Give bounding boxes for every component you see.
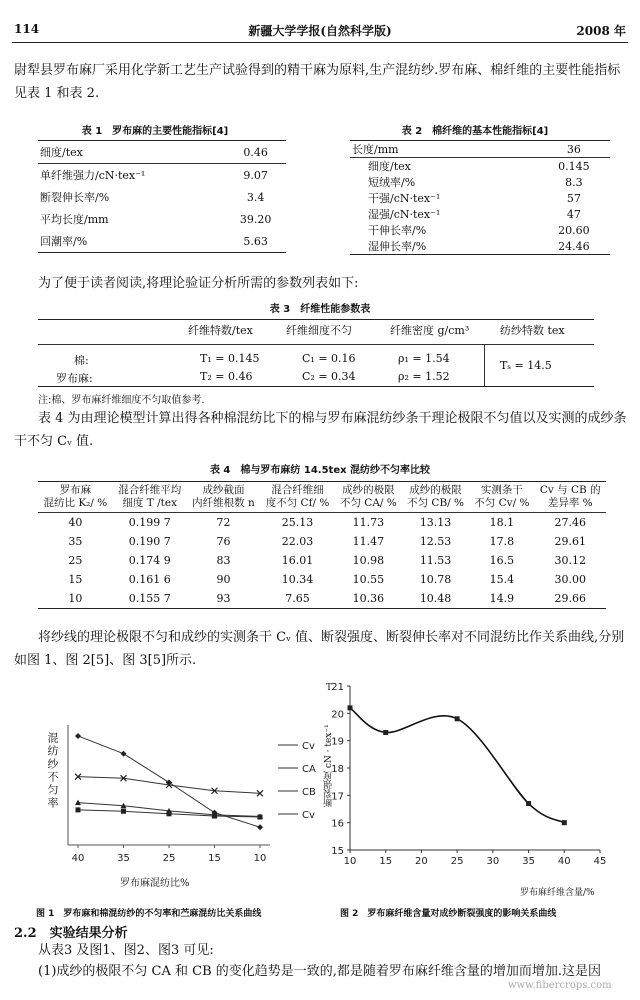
fig1-caption: 图 1 罗布麻和棉混纺纱的不匀率和苎麻混纺比关系曲线 xyxy=(36,909,262,919)
table-cell: 57 xyxy=(566,191,581,205)
table4-title: 表 4 棉与罗布麻纺 14.5tex 混纺纱不匀率比较 xyxy=(209,465,431,476)
table-cell: 3.4 xyxy=(246,190,265,204)
fig1-legend-label: Cv xyxy=(302,810,315,821)
figure-2-chart xyxy=(318,680,623,895)
fig1-x-tick-label: 35 xyxy=(117,853,130,864)
table-header-cell xyxy=(402,482,469,513)
table-header-line: 成纱的极限 xyxy=(342,484,395,496)
fig1-x-tick-label: 40 xyxy=(71,853,85,864)
section-heading: 2.2 实验结果分析 xyxy=(14,926,128,941)
table-header-cell xyxy=(335,482,402,513)
table-cell: 7.65 xyxy=(260,589,335,609)
fig1-xlabel: 罗布麻混纺比% xyxy=(120,878,190,889)
table-cell: 15.4 xyxy=(489,573,515,586)
table-cell: 12.53 xyxy=(419,535,452,548)
table-cell: 平均长度/mm xyxy=(40,213,109,226)
table-row xyxy=(38,141,286,164)
table-cell: 30.00 xyxy=(554,573,586,586)
table-header-line: 细度 T /tex xyxy=(122,497,178,509)
table-header-line: 实测条干 xyxy=(480,484,523,496)
table-header-line: 罗布麻 xyxy=(59,484,92,496)
journal-title: 新疆大学学报(自然科学版) xyxy=(248,24,392,38)
fig1-legend-label: CA xyxy=(302,764,316,775)
header-rule xyxy=(12,42,628,43)
table-cell: 29.61 xyxy=(554,535,586,548)
table-cell: 细度/tex xyxy=(368,160,411,173)
table-cell: 0.145 xyxy=(558,159,590,173)
table-header-line: 差异率 % xyxy=(547,497,593,509)
fig2-x-tick-label: 40 xyxy=(557,856,571,867)
table-row xyxy=(350,190,610,206)
table-cell: 5.63 xyxy=(225,230,286,253)
table-cell: 9.07 xyxy=(243,168,268,182)
table-header-cell xyxy=(534,482,606,513)
table3-header-cell: 纤维特数/tex xyxy=(188,324,253,337)
table3-header-cell: 纤维细度不匀 xyxy=(286,324,352,337)
table3-bottom-rule xyxy=(38,386,594,387)
table-row xyxy=(38,186,286,208)
table-row xyxy=(38,164,286,187)
fig2-x-tick-label: 45 xyxy=(593,856,607,867)
table3-cell: ρ₂ = 1.52 xyxy=(398,370,450,383)
table-cell: 20.60 xyxy=(558,223,590,237)
table-header-line: 不匀 CB/ % xyxy=(407,497,465,509)
table-cell: 断裂伸长率/% xyxy=(40,191,110,204)
table3-spinning-count: Tₛ = 14.5 xyxy=(500,359,552,372)
table3-cell: C₁ = 0.16 xyxy=(302,352,356,365)
year: 2008 年 xyxy=(576,24,626,38)
table-row xyxy=(38,230,286,253)
table-cell: 39.20 xyxy=(239,212,272,226)
table-cell: 短绒率/% xyxy=(368,176,416,189)
table-cell: 18.1 xyxy=(489,516,515,529)
fig2-ylabel-top: T xyxy=(326,683,333,693)
table-cell: 83 xyxy=(216,554,231,567)
table3-cell: ρ₁ = 1.54 xyxy=(398,352,450,365)
table-cell: 29.66 xyxy=(534,589,606,609)
table-cell: 10.34 xyxy=(281,573,314,586)
table3-header xyxy=(38,322,594,342)
table-cell: 35 xyxy=(68,535,83,548)
table-header-line: 混纺比 K₂/ % xyxy=(43,497,108,509)
table-row xyxy=(350,141,610,158)
table-cell: 0.190 7 xyxy=(128,535,171,548)
table-row xyxy=(350,158,610,175)
table-cell: 0.199 7 xyxy=(128,516,171,529)
fig2-x-tick-label: 25 xyxy=(450,856,464,867)
table2-title: 表 2 棉纤维的基本性能指标[4] xyxy=(401,126,549,137)
table-cell: 0.161 6 xyxy=(128,573,171,586)
table3-cell: 棉: xyxy=(74,354,89,367)
table-cell: 细度/tex xyxy=(38,141,225,164)
table3-divider xyxy=(484,344,485,386)
fig2-x-tick-label: 15 xyxy=(379,856,393,867)
fig2-point xyxy=(526,801,531,806)
page-number: 114 xyxy=(14,22,40,36)
table-cell: 93 xyxy=(187,589,261,609)
table-cell: 湿强/cN·tex⁻¹ xyxy=(368,208,441,221)
table-cell: 72 xyxy=(216,516,231,529)
table-cell: 10.98 xyxy=(352,554,385,567)
table-cell: 76 xyxy=(216,535,231,548)
table-cell: 干伸长率/% xyxy=(368,224,427,237)
table-header-line: 不匀 Cv/ % xyxy=(474,497,530,509)
table-cell: 0.46 xyxy=(225,141,286,164)
table-cell: 10.48 xyxy=(402,589,469,609)
table-cell: 25 xyxy=(68,554,83,567)
table-cell: 10.36 xyxy=(335,589,402,609)
fig2-x-tick-label: 30 xyxy=(486,856,500,867)
fig1-x-tick-label: 25 xyxy=(162,853,176,864)
figure-1-chart xyxy=(40,715,330,895)
fig1-point xyxy=(121,751,127,757)
table-row xyxy=(38,589,606,609)
table-cell: 10.55 xyxy=(352,573,385,586)
table-cell: 22.03 xyxy=(281,535,314,548)
table-cell: 11.53 xyxy=(419,554,452,567)
fig2-series-line xyxy=(350,708,564,823)
fig2-caption: 图 2 罗布麻纤维含量对成纱断裂强度的影响关系曲线 xyxy=(340,909,557,919)
table-cell: 30.12 xyxy=(554,554,586,567)
table-row xyxy=(350,206,610,222)
table-cell: 11.73 xyxy=(352,516,385,529)
table-cell: 24.46 xyxy=(538,238,610,255)
table-cell: 10.78 xyxy=(419,573,452,586)
paragraph-3: 表 4 为由理论模型计算出得各种棉混纺比下的棉与罗布麻混纺纱条干理论极限不匀值以及实测的成纱条干不匀 Cᵥ 值. xyxy=(14,411,627,449)
table-header-cell xyxy=(113,482,187,513)
paragraph-2: 为了便于读者阅读,将理论验证分析所需的参数列表如下: xyxy=(38,276,359,291)
table3-header-cell: 纤维密度 g/cm³ xyxy=(390,324,470,337)
fig2-y-tick-label: 19 xyxy=(331,736,344,748)
table-header-line: 成纱的极限 xyxy=(409,484,462,496)
table-cell: 16.01 xyxy=(281,554,314,567)
table-header-cell xyxy=(187,482,261,513)
fig2-point xyxy=(383,730,388,735)
fig2-point xyxy=(562,820,567,825)
fig2-y-tick-label: 21 xyxy=(331,682,344,693)
intro-paragraph: 尉犁县罗布麻厂采用化学新工艺生产试验得到的精干麻为原料,生产混纺纱.罗布麻、棉纤维的主要性能指标见表 1 和表 2. xyxy=(14,63,621,101)
table-cell: 47 xyxy=(566,207,581,221)
table3-cell: C₂ = 0.34 xyxy=(302,370,356,383)
table3-cell: T₁ = 0.145 xyxy=(200,352,260,365)
table-header-cell xyxy=(38,482,113,513)
fig2-y-tick-label: 18 xyxy=(331,764,344,775)
fig2-xlabel: 罗布麻纤维含量/% xyxy=(520,888,595,898)
table1-title: 表 1 罗布麻的主要性能指标[4] xyxy=(81,126,229,137)
table3-title: 表 3 纤维性能参数表 xyxy=(269,304,371,315)
table-header-line: 不匀 CA/ % xyxy=(339,497,397,509)
table1 xyxy=(38,140,286,253)
table-cell: 8.3 xyxy=(565,175,583,189)
table-header-line: 度不匀 Cf/ % xyxy=(265,497,330,509)
table-cell: 10 xyxy=(38,589,113,609)
table3-header-cell: 纺纱特数 tex xyxy=(500,324,565,337)
watermark: www.fibercrops.com xyxy=(508,980,612,991)
table-row xyxy=(38,551,606,570)
table-row xyxy=(38,532,606,551)
table-cell: 干强/cN·tex⁻¹ xyxy=(368,192,441,205)
table3-top-rule xyxy=(38,319,594,320)
table3-cell: T₂ = 0.46 xyxy=(200,370,253,383)
table-cell: 25.13 xyxy=(281,516,314,529)
fig2-point xyxy=(348,705,353,710)
table-row xyxy=(350,222,610,238)
table-header-line: 成纱截面 xyxy=(202,484,245,496)
table-cell: 湿伸长率/% xyxy=(350,238,538,255)
table3-mid-rule xyxy=(38,344,594,345)
table-cell: 14.9 xyxy=(469,589,534,609)
fig1-legend-label: Cv xyxy=(302,741,315,752)
table-cell: 长度/mm xyxy=(350,141,538,158)
fig2-x-tick-label: 35 xyxy=(522,856,535,867)
fig2-x-tick-label: 10 xyxy=(343,856,357,867)
table-cell: 16.5 xyxy=(489,554,515,567)
table-cell: 0.155 7 xyxy=(113,589,187,609)
fig1-legend-label: CB xyxy=(302,787,316,798)
fig2-ylabel: 断裂强度 cN · tex⁻¹ xyxy=(324,724,334,807)
table-cell: 0.174 9 xyxy=(128,554,171,567)
table-cell: 27.46 xyxy=(554,516,586,529)
table-header-cell xyxy=(469,482,534,513)
paragraph-4: 将纱线的理论极限不匀和成纱的实测条干 Cᵥ 值、断裂强度、断裂伸长率对不同混纺比作关系曲线,分别如图 1、图 2[5]、图 3[5]所示. xyxy=(14,630,625,668)
fig1-x-tick-label: 15 xyxy=(208,853,221,864)
fig1-point xyxy=(75,733,81,739)
fig1-x-tick-label: 10 xyxy=(253,853,267,864)
table3-note: 注:棉、罗布麻纤维细度不匀取值参考. xyxy=(38,395,205,406)
table-header-line: 混合纤维细 xyxy=(271,484,324,496)
table-header-line: Cv 与 CB 的 xyxy=(539,484,601,496)
table-cell: 回潮率/% xyxy=(38,230,225,253)
fig1-point xyxy=(257,824,263,830)
paragraph-6: (1)成纱的极限不匀 CA 和 CB 的变化趋势是一致的,都是随着罗布麻纤维含量的增加而增加.这是因 xyxy=(38,964,602,979)
fig2-point xyxy=(455,716,460,721)
fig1-ylabel: 混纺纱不匀率 xyxy=(46,732,59,810)
fig2-y-tick-label: 15 xyxy=(331,846,344,857)
table-header-row xyxy=(38,482,606,513)
fig2-y-tick-label: 17 xyxy=(331,791,344,803)
table3-cell: 罗布麻: xyxy=(56,372,93,385)
table-row xyxy=(350,238,610,255)
table-cell: 15 xyxy=(68,573,83,586)
table-header-line: 混合纤维平均 xyxy=(118,484,182,496)
table-header-cell xyxy=(260,482,335,513)
table2 xyxy=(350,140,610,255)
table-cell: 17.8 xyxy=(489,535,515,548)
fig1-point xyxy=(121,809,126,814)
fig2-x-tick-label: 20 xyxy=(415,856,428,867)
fig2-y-tick-label: 16 xyxy=(331,818,344,830)
table-cell: 13.13 xyxy=(419,516,452,529)
table-cell: 11.47 xyxy=(352,535,385,548)
table-row xyxy=(350,174,610,190)
table-cell: 36 xyxy=(538,141,610,158)
paragraph-5: 从表3 及图1、图2、图3 可见: xyxy=(38,943,214,958)
table-row xyxy=(38,570,606,589)
table-header-line: 内纤维根数 n xyxy=(192,497,255,509)
fig1-point xyxy=(76,807,81,812)
table-row xyxy=(38,208,286,230)
fig2-y-tick-label: 20 xyxy=(331,709,344,721)
table-row xyxy=(38,513,606,533)
table-cell: 单纤维强力/cN·tex⁻¹ xyxy=(40,169,146,182)
table-cell: 90 xyxy=(216,573,231,586)
table-cell: 40 xyxy=(68,516,83,529)
table4 xyxy=(38,481,606,609)
